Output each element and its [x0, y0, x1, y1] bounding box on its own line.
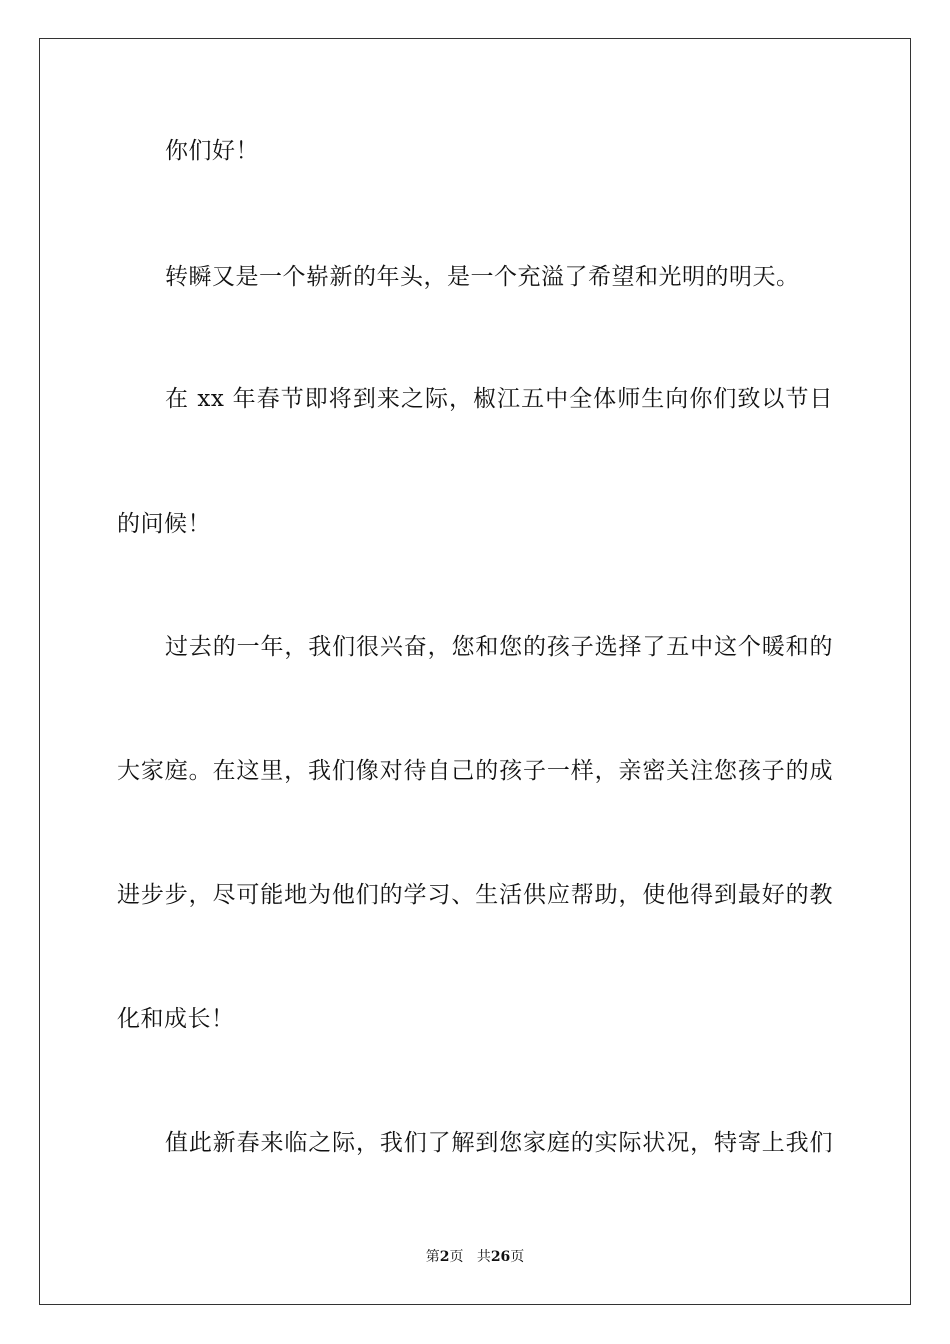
paragraph-line: 大家庭。在这里，我们像对待自己的孩子一样，亲密关注您孩子的成: [117, 758, 833, 784]
paragraph-line: 过去的一年，我们很兴奋，您和您的孩子选择了五中这个暖和的: [165, 634, 833, 660]
paragraph-line: 值此新春来临之际，我们了解到您家庭的实际状况，特寄上我们: [165, 1130, 833, 1156]
footer-total-prefix: 共: [476, 1249, 491, 1265]
paragraph-line: 的问候！: [117, 511, 211, 537]
paragraph-line: 在 xx 年春节即将到来之际，椒江五中全体师生向你们致以节日: [165, 386, 833, 412]
footer-page-unit: 页: [449, 1249, 464, 1265]
paragraph-line: 转瞬又是一个崭新的年头，是一个充溢了希望和光明的明天。: [165, 264, 800, 290]
current-page-number: 2: [439, 1249, 450, 1265]
page-number-footer: [0, 1248, 950, 1266]
footer-prefix: 第: [425, 1249, 440, 1265]
total-page-count: 26: [490, 1249, 511, 1265]
paragraph-line: 进步步，尽可能地为他们的学习、生活供应帮助，使他得到最好的教: [117, 882, 833, 908]
page-border: [39, 38, 911, 1305]
paragraph-line: 化和成长！: [117, 1006, 235, 1032]
greeting-line: 你们好！: [165, 138, 259, 164]
footer-total-unit: 页: [510, 1249, 525, 1265]
